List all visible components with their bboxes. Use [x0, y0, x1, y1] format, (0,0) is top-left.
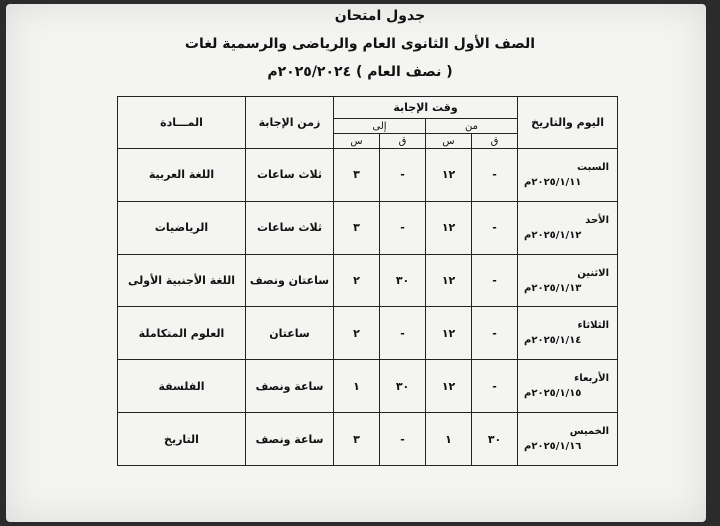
- duration: ثلاث ساعات: [246, 201, 334, 254]
- header-to-minute: ق: [380, 134, 426, 149]
- header-duration: زمن الإجابة: [246, 97, 334, 149]
- subject: اللغة العربية: [118, 149, 246, 202]
- from-minute: -: [472, 254, 518, 307]
- subject: التاريخ: [118, 413, 246, 466]
- duration: ساعة ونصف: [246, 413, 334, 466]
- duration: ساعة ونصف: [246, 360, 334, 413]
- day-label: الاثنين: [577, 267, 610, 279]
- from-minute: -: [472, 201, 518, 254]
- document-subtitle: الصف الأول الثانوى العام والرياضى والرسمية لغات: [184, 36, 536, 52]
- table-row: [118, 254, 618, 307]
- date-label: ٢٠٢٥/١/١٥م: [524, 388, 582, 400]
- table-row: [118, 201, 618, 254]
- to-minute: ٣٠: [380, 360, 426, 413]
- day-label: الثلاثاء: [577, 320, 610, 332]
- date-label: ٢٠٢٥/١/١٣م: [524, 282, 582, 294]
- header-from: من: [426, 119, 518, 134]
- date-label: ٢٠٢٥/١/١٢م: [524, 229, 582, 241]
- duration: ساعتان: [246, 307, 334, 360]
- header-to-hour: س: [334, 134, 380, 149]
- header-to: إلى: [334, 119, 426, 134]
- duration: ثلاث ساعات: [246, 149, 334, 202]
- to-minute: -: [380, 307, 426, 360]
- day-date-cell: [518, 413, 618, 466]
- day-label: الأحد: [585, 214, 610, 226]
- date-label: ٢٠٢٥/١/١٤م: [524, 335, 582, 347]
- from-minute: -: [472, 307, 518, 360]
- subject: الفلسفة: [118, 360, 246, 413]
- from-hour: ١٢: [426, 201, 472, 254]
- to-hour: ٢: [334, 254, 380, 307]
- header-day-date: اليوم والتاريخ: [518, 97, 618, 149]
- header-answer-time: وقت الإجابة: [334, 97, 518, 119]
- to-minute: -: [380, 413, 426, 466]
- from-hour: ١٢: [426, 254, 472, 307]
- day-date-cell: [518, 201, 618, 254]
- to-minute: ٣٠: [380, 254, 426, 307]
- from-hour: ١٢: [426, 307, 472, 360]
- from-hour: ١: [426, 413, 472, 466]
- day-label: السبت: [577, 161, 610, 173]
- from-minute: -: [472, 149, 518, 202]
- day-date-cell: [518, 307, 618, 360]
- table-row: [118, 360, 618, 413]
- to-hour: ٣: [334, 149, 380, 202]
- day-date-cell: [518, 149, 618, 202]
- table-row: [118, 307, 618, 360]
- header-subject: المـــادة: [118, 97, 246, 149]
- header-from-hour: س: [426, 134, 472, 149]
- duration: ساعتان ونصف: [246, 254, 334, 307]
- subject: الرياضيات: [118, 201, 246, 254]
- to-minute: -: [380, 149, 426, 202]
- to-hour: ٣: [334, 413, 380, 466]
- day-label: الخميس: [569, 426, 610, 438]
- subject: العلوم المتكاملة: [118, 307, 246, 360]
- table-row: [118, 149, 618, 202]
- date-label: ٢٠٢٥/١/١٦م: [524, 441, 582, 453]
- from-minute: ٣٠: [472, 413, 518, 466]
- term-label: ( نصف العام ) ٢٠٢٥/٢٠٢٤م: [267, 64, 453, 80]
- date-label: ٢٠٢٥/١/١١م: [524, 176, 582, 188]
- to-hour: ٣: [334, 201, 380, 254]
- day-date-cell: [518, 360, 618, 413]
- to-hour: ١: [334, 360, 380, 413]
- document-title: جدول امتحان: [334, 8, 426, 24]
- to-minute: -: [380, 201, 426, 254]
- day-label: الأربعاء: [574, 373, 610, 385]
- from-hour: ١٢: [426, 149, 472, 202]
- exam-schedule-table: [117, 96, 618, 466]
- table-row: [118, 413, 618, 466]
- from-minute: -: [472, 360, 518, 413]
- from-hour: ١٢: [426, 360, 472, 413]
- to-hour: ٢: [334, 307, 380, 360]
- header-from-minute: ق: [472, 134, 518, 149]
- day-date-cell: [518, 254, 618, 307]
- subject: اللغة الأجنبية الأولى: [118, 254, 246, 307]
